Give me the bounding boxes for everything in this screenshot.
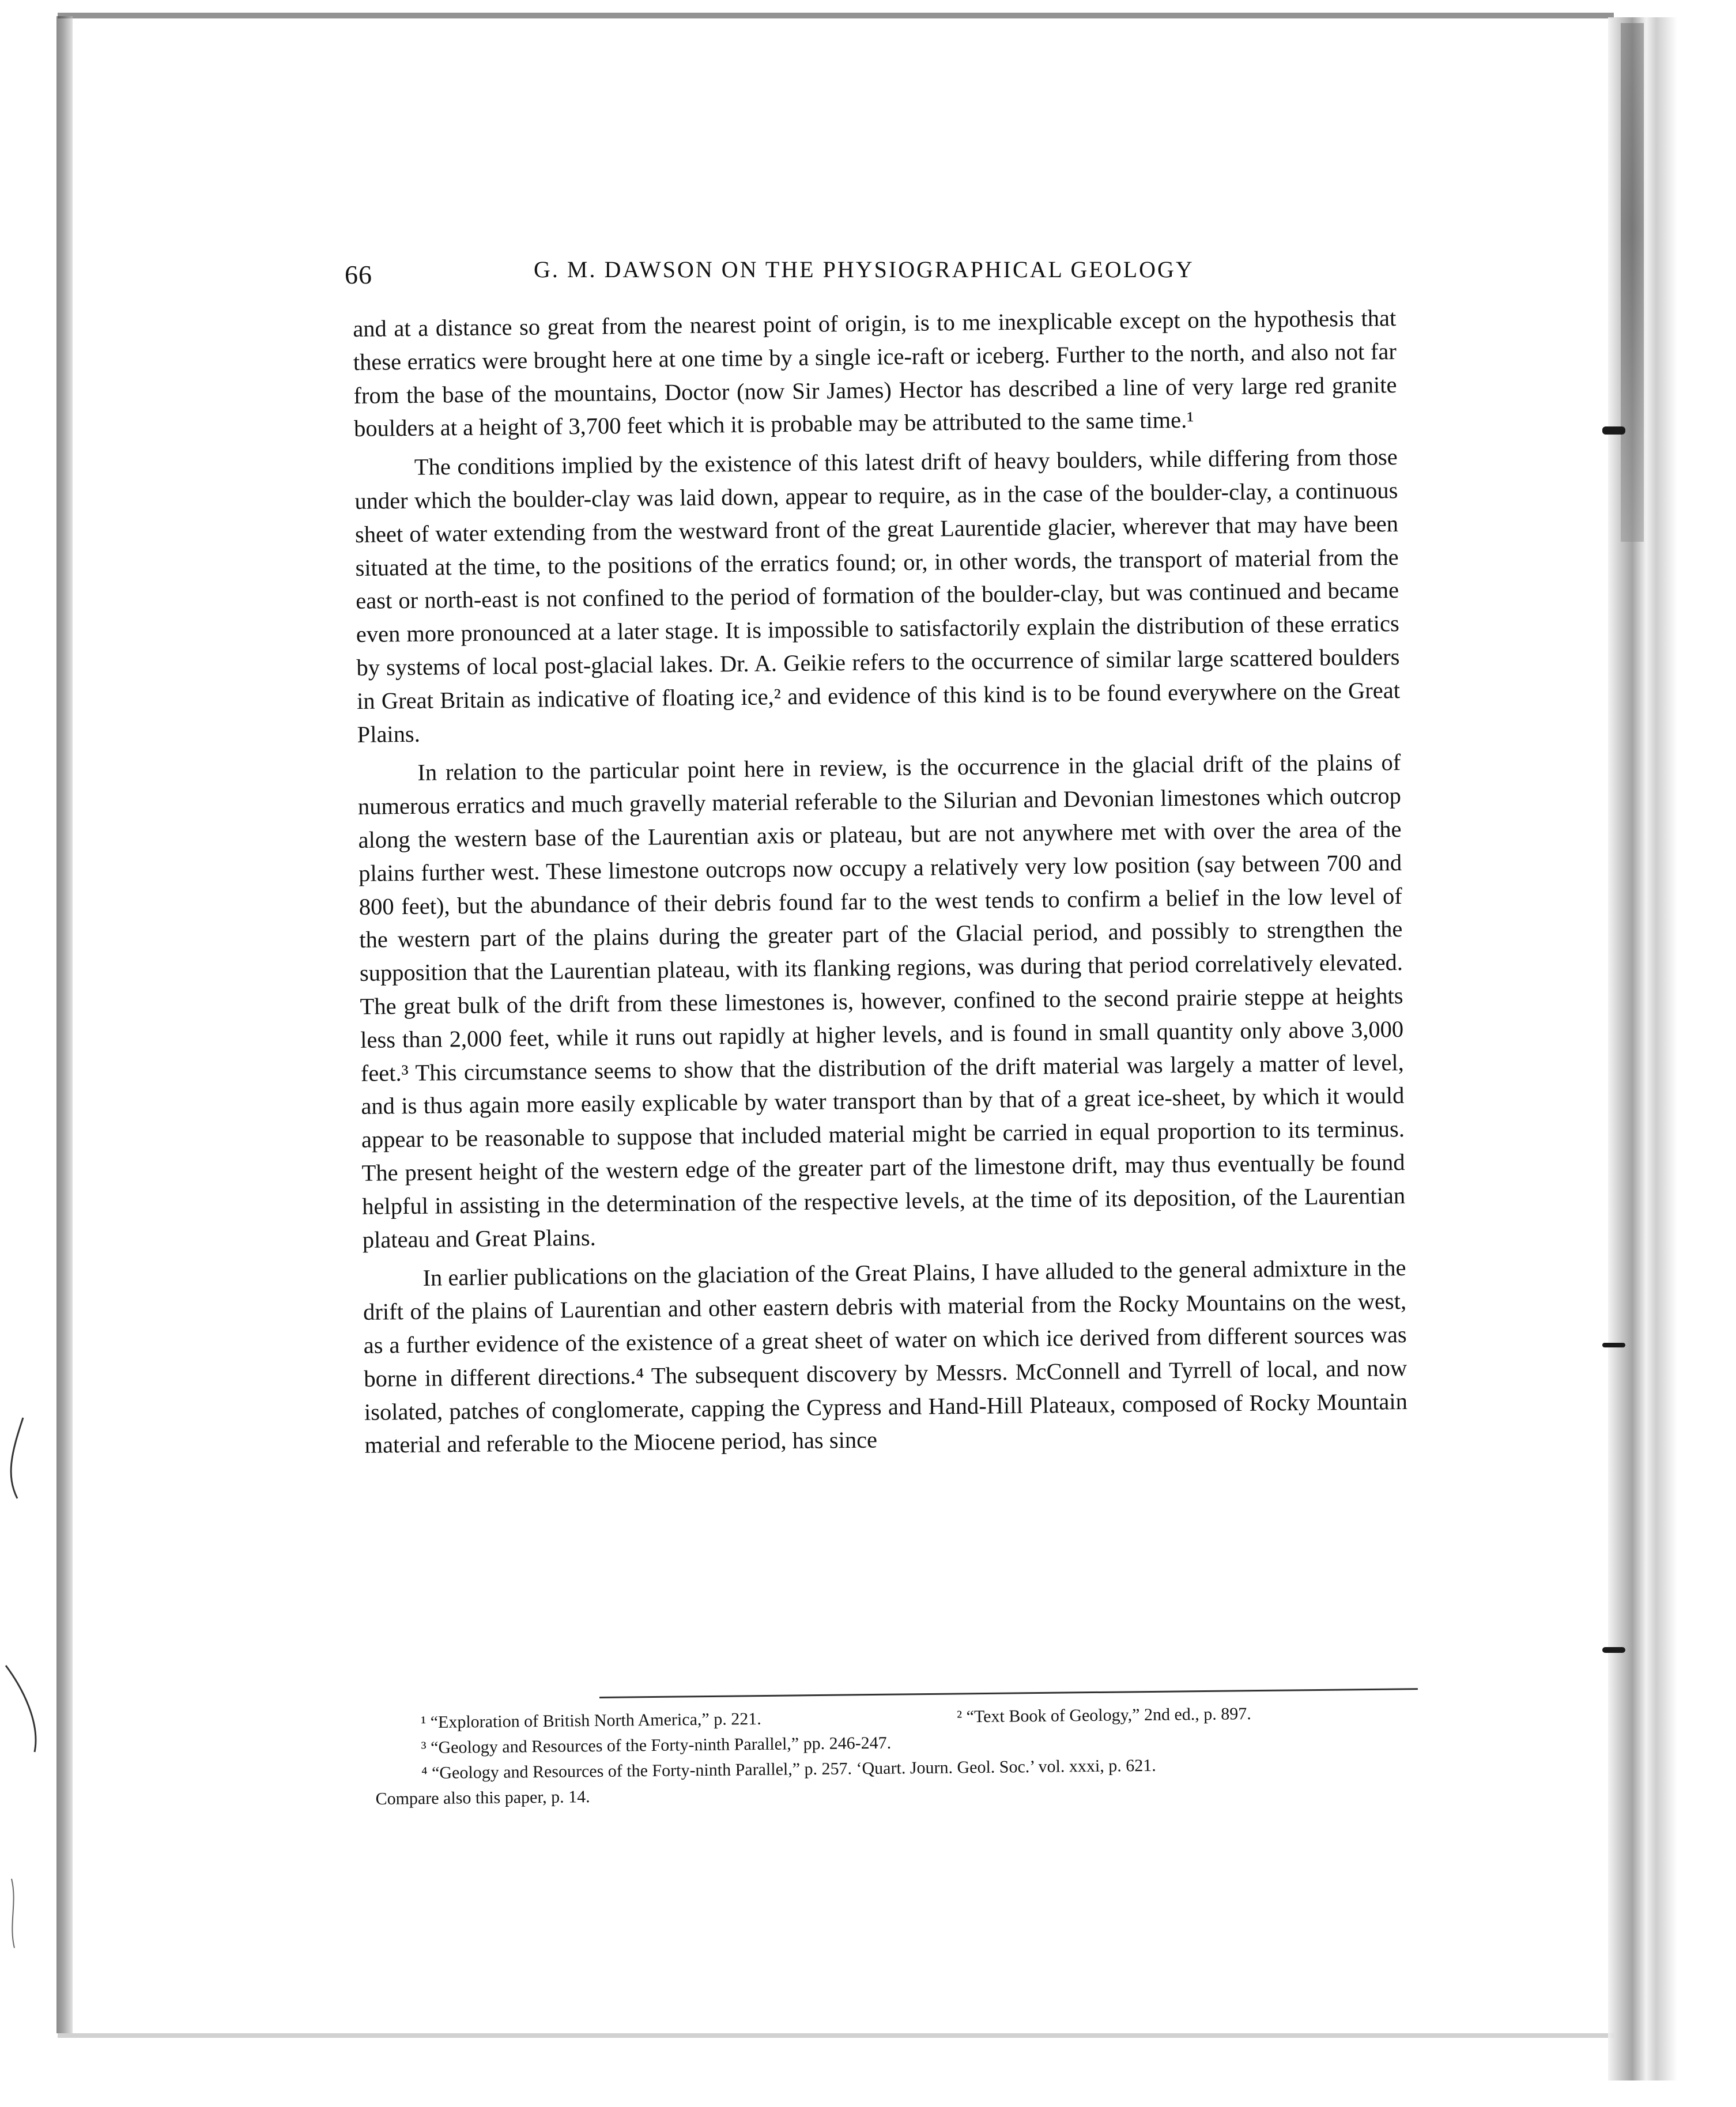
running-head [345, 250, 1209, 289]
edge-ink-mark [1602, 1343, 1625, 1347]
paragraph: and at a distance so great from the nearest point of origin, is to me inexplicable except on the hypothesis that these erratics were brought here at one time by a single ice-raft or iceberg. Further to the north, and also not far from the base of the mountains, Doctor (now Sir James) Hector has described a line of very large red granite boulders at a height of 3,700 feet which it is probable may be attributed to the same time.¹ [353, 305, 1397, 442]
scan-border-top [58, 13, 1614, 18]
footnote-2: ² “Text Book of Geology,” 2nd ed., p. 897. [956, 1704, 1252, 1727]
footnote-4-continuation: Compare also this paper, p. 14. [375, 1787, 590, 1808]
footnote-3: ³ “Geology and Resources of the Forty-ninth Parallel,” pp. 246-247. [421, 1733, 892, 1758]
footnote-4: ⁴ “Geology and Resources of the Forty-ninth Parallel,” p. 257. ‘Quart. Journ. Geol. Soc.’ vol. xxxi, p. 621. [421, 1755, 1156, 1783]
body-text [353, 301, 1408, 1468]
running-title: G. M. DAWSON ON THE PHYSIOGRAPHICAL GEOLOGY [534, 256, 1194, 282]
paragraph: In earlier publications on the glaciation of the Great Plains, I have alluded to the general admixture in the drift of the plains of Laurentian and other eastern debris with material from the Rocky Mountains on the west, as a further evidence of the existence of a great sheet of water on which ice derived from different sources was borne in different directions.⁴ The subsequent discovery by Messrs. McConnell and Tyrrell of local, and now isolated, patches of conglomerate, capping the Cypress and Hand-Hill Plateaux, composed of Rocky Mountain material and referable to the Miocene period, has since [363, 1255, 1408, 1459]
footnote-1: ¹ “Exploration of British North America,” p. 221. [421, 1709, 761, 1732]
paragraph: The conditions implied by the existence of this latest drift of heavy boulders, while differing from those under which the boulder-clay was laid down, appear to require, as in the case of the boulder-clay, a continuous sheet of water extending from the westward front of the great Laurentide glacier, wherever that may have been situated at the time, to the positions of the erratics found; or, in other words, the transport of material from the east or north-east is not confined to the period of formation of the boulder-clay, but was continued and became even more pronounced at a later stage. It is impossible to satisfactorily explain the distribution of these erratics by systems of local post-glacial lakes. Dr. A. Geikie refers to the occurrence of similar large scattered boulders in Great Britain as indicative of floating ice,² and evidence of this kind is to be found everywhere on the Great Plains. [354, 444, 1401, 747]
page-number: 66 [345, 260, 372, 289]
edge-ink-mark [1602, 1647, 1625, 1653]
paragraph: In relation to the particular point here in review, is the occurrence in the glacial drift of the plains of numerous erratics and much gravelly material referable to the Silurian and Devonian limestones which outcrop along the western base of the Laurentian axis or plateau, but are not anywhere met with over the area of the plains further west. These limestone outcrops now occupy a relatively very low position (say between 700 and 800 feet), but the abundance of their debris found far to the west tends to confirm a belief in the low level of the western part of the plains during the greater part of the Glacial period, and possibly to strengthen the supposition that the Laurentian plateau, with its flanking regions, was during that period correlatively elevated. The great bulk of the drift from these limestones is, however, confined to the second prairie steppe at heights less than 2,000 feet, while it runs out rapidly at higher levels, and is found in small quantity only above 3,000 feet.³ This circumstance seems to show that the distribution of the drift material was largely a matter of level, and is thus again more easily explicable by water transport than by that of a great ice-sheet, by which it would appear to be reasonable to suppose that included material might be carried in equal proportion to its terminus. The present height of the western edge of the greater part of the limestone drift, may thus eventually be found helpful in assisting in the determination of the respective levels, at the time of its deposition, of the Laurentian plateau and Great Plains. [357, 749, 1406, 1253]
binding-shadow [1621, 23, 1644, 542]
scan-border-left [56, 16, 73, 2033]
footnote-rule [599, 1688, 1418, 1698]
footnotes [375, 1700, 1419, 1812]
margin-scribble [0, 0, 58, 2107]
scan-border-bottom [58, 2033, 1614, 2038]
edge-ink-mark [1602, 426, 1625, 435]
